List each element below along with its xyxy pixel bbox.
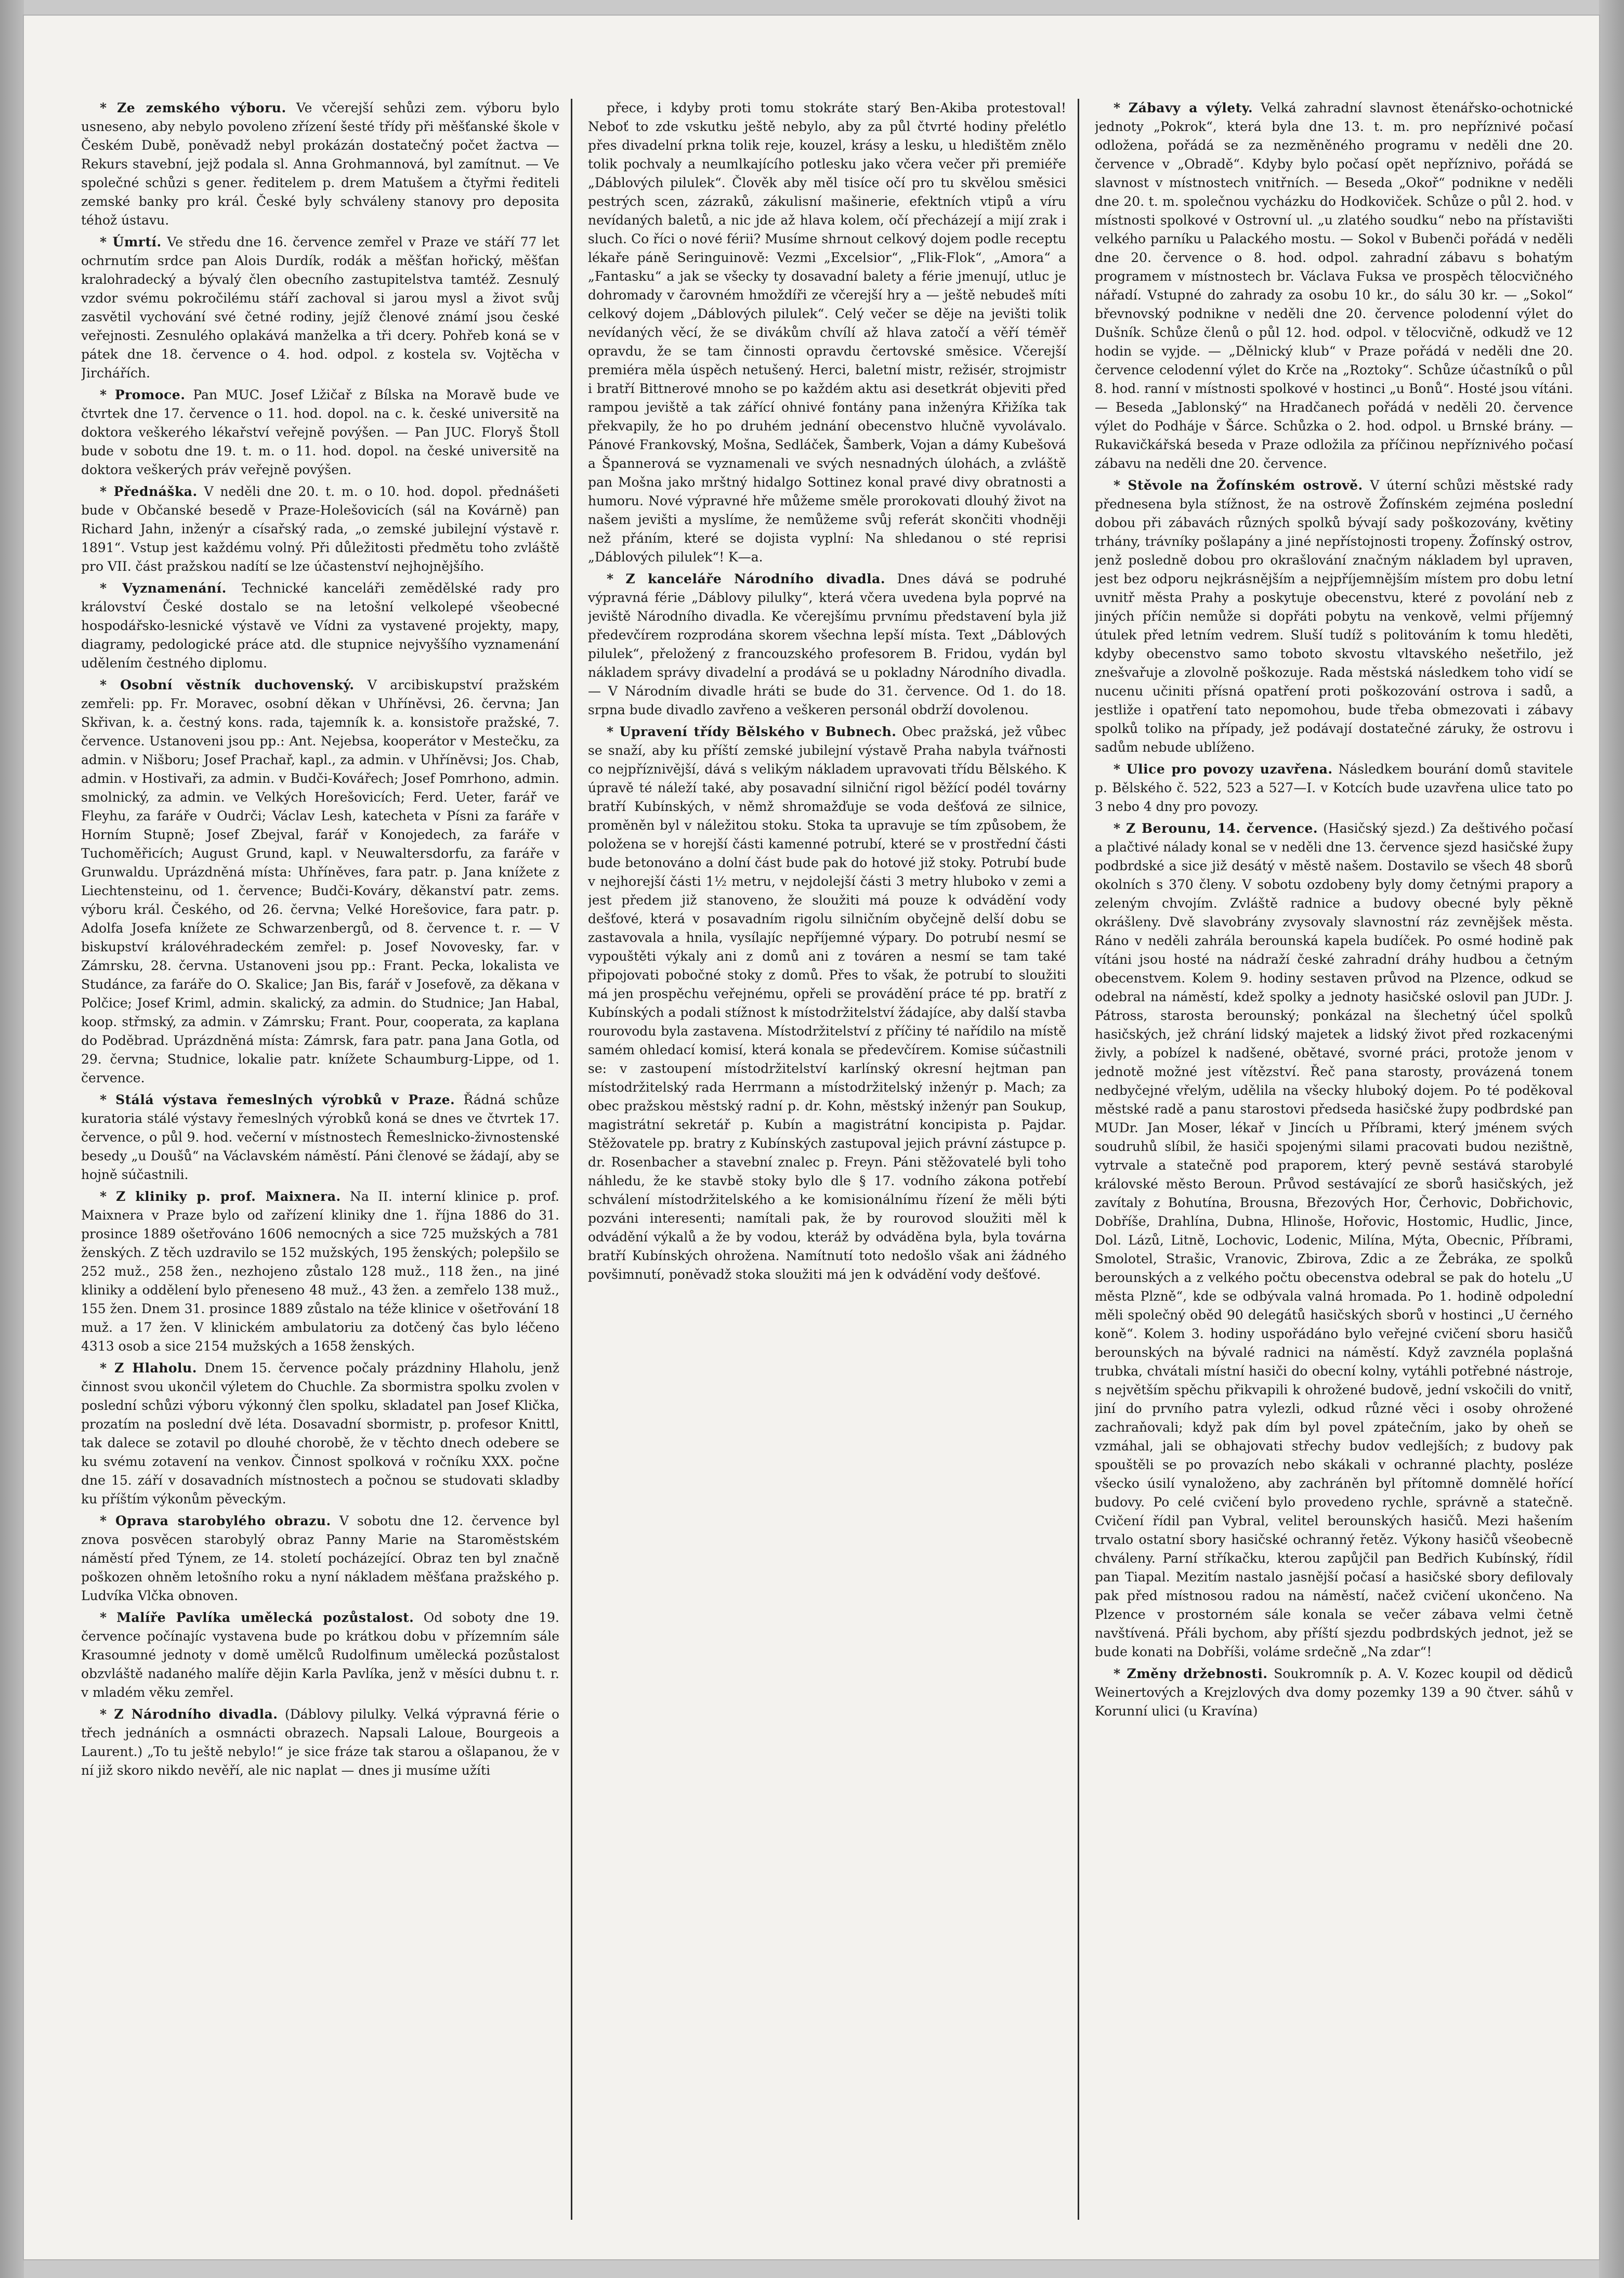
article-star-marker: * [100, 234, 113, 250]
article-headline: Oprava starobylého obrazu. [115, 1513, 331, 1528]
article-paragraph [1095, 760, 1573, 816]
article-star-marker: * [100, 677, 121, 692]
article-headline: Z Hlaholu. [114, 1360, 197, 1376]
article-text: Dnes dává se podruhé výpravná férie „Dáblovy pilulky“, která včera uvedena byla poprvé na jeviště Národního divadla. Ke včerejšímu prvnímu představení byla již předevčírem rozprodána skorem všechna lepší místa. Text „Dáblových pilulek“, přeložený z francouzského profesorem B. Fridou, vydán byl nákladem správy divadelní a prodává se u pokladny Národního divadla. — V Národním divadle hráti se bude do 31. července. Od 1. do 18. srpna bude divadlo zavřeno a veškeren personál obdrží dovolenou. [588, 571, 1066, 717]
article-star-marker: * [100, 484, 114, 499]
article-paragraph [1095, 99, 1573, 473]
article-paragraph [81, 676, 559, 1088]
article-headline: Malíře Pavlíka umělecká pozůstalost. [116, 1610, 414, 1625]
article-star-marker: * [1114, 478, 1128, 493]
article-headline: Stálá výstava řemeslných výrobků v Praze. [115, 1092, 455, 1107]
article-headline: Z kliniky p. prof. Maixnera. [116, 1189, 341, 1204]
article-text: Od soboty dne 19. července počínajíc vystavena bude po krátkou dobu v přízemním sále Krasoumné jednoty v domě umělců Rudolfinum umělecká pozůstalost obzvláště nadaného malíře dějin Karla Pavlíka, jenž v měsíci dubnu t. r. v mladém věku zemřel. [81, 1610, 560, 1700]
article-paragraph [81, 386, 559, 479]
column-1 [81, 99, 572, 2220]
article-text: V sobotu dne 12. července byl znova posvěcen starobylý obraz Panny Marie na Staroměstském náměstí před Týnem, ze 14. století pocházející. Obraz ten byl značně poškozen ohněm letošního roku a nyní nákladem měšťana pražského p. Ludvíka Vlčka obnoven. [81, 1513, 560, 1603]
article-paragraph [81, 1705, 559, 1780]
article-text: Technické kanceláři zemědělské rady pro království České dostalo se na letošní velkolepé všeobecné hospodářsko-lesnické výstavě ve Vídni za vystavené projekty, mapy, diagramy, pedologické práce atd. dle stupnice nejvyššího vyznamenání udělením čestného diplomu. [81, 581, 560, 671]
article-star-marker: * [100, 1360, 115, 1376]
columns-container [81, 99, 1573, 2220]
article-star-marker: * [1114, 762, 1127, 777]
article-text: Soukromník p. A. V. Kozec koupil od dědiců Weinertových a Krejzlových dva domy pozemky 139 a 90 čtver. sáhů v Korunní ulici (u Kravína) [1095, 1666, 1573, 1719]
article-star-marker: * [607, 724, 620, 739]
article-headline: Změny držebnosti. [1127, 1666, 1268, 1681]
article-paragraph [588, 723, 1066, 1284]
article-star-marker: * [100, 1610, 117, 1625]
article-paragraph [588, 99, 1066, 567]
article-paragraph [1095, 819, 1573, 1661]
article-star-marker: * [1114, 1666, 1127, 1681]
article-star-marker: * [1114, 821, 1126, 836]
newspaper-page [24, 16, 1599, 2259]
article-text: V arcibiskupství pražském zemřeli: pp. Fr. Moravec, osobní děkan v Uhříněvsi, 26. června; Jan Skřivan, k. a. čestný kons. rada, tajemník k. a. konsistoře pražské, 7. července. Ustanoveni jsou pp.: Ant. Nejebsa, kooperátor v Mestečku, za admin. v Nišboru; Josef Prachař, kapl., za admin. v Uhříněvsi; Jos. Chab, admin. v Hostivaři, za admin. v Budči-Kovářech; Josef Pomrhono, admin. smolnický, za admin. ve Velkých Horešovicích; Ferd. Ueter, farář ve Fleyhu, za faráře v Oudrči; Václav Lesh, katecheta v Písni za faráře v Horním Stupně; Josef Zbejval, farář v Konojedech, za faráře v Tuchoměřicích; August Grund, kapl. v Neuwaltersdorfu, za faráře v Grunwaldu. Uprázdněná místa: Uhříněves, fara patr. p. Jana knížete z Liechtensteinu, od 1. července; Budči-Kováry, děkanství patr. zems. výboru král. Českého, od 26. června; Velké Horešovice, fara patr. p. Adolfa Josefa knížete ze Schwarzenbergů, od 8. července t. r. — V biskupství královéhradeckém zemřel: p. Josef Novovesky, far. v Zámrsku, 28. června. Ustanoveni jsou pp.: Frant. Pecka, lokalista ve Studánce, za faráře do O. Skalice; Jan Bis, farář v Josefově, za děkana v Polčice; Josef Kriml, admin. skalický, za admin. do Studnice; Jan Habal, koop. střmský, za admin. v Zámrsku; Frant. Pour, cooperata, za kaplana do Poděbrad. Uprázdněná místa: Zámrsk, fara patr. pana Jana Gotla, od 29. června; Studnice, lokalie patr. knížete Schaumburg-Lippe, od 1. července. [81, 677, 560, 1085]
article-star-marker: * [100, 1092, 116, 1107]
article-paragraph [81, 1359, 559, 1509]
article-paragraph [81, 233, 559, 383]
article-star-marker: * [100, 1707, 114, 1722]
article-text: Ve včerejší sehůzi zem. výboru bylo usneseno, aby nebylo povoleno zřízení šesté třídy při měšťanské škole v Českém Dubě, poněvadž nebyl prokázán dostatečný počet žactva — Rekurs stavební, jejž podala sl. Anna Grohmannová, byl zamítnut. — Ve společné schůzi s gener. ředitelem p. drem Matušem a čtyřmi řediteli zemské banky pro král. České byly schváleny stanovy pro deposita téhož ústavu. [81, 100, 560, 228]
article-text: Následkem bourání domů stavitele p. Bělského č. 522, 523 a 527—I. v Kotcích bude uzavřena ulice tato po 3 nebo 4 dny pro povozy. [1095, 762, 1573, 814]
article-paragraph [81, 1091, 559, 1184]
article-text: Velká zahradní slavnost ětenářsko-ochotnické jednoty „Pokrok“, která byla dne 13. t. m. pro nepříznivé počasí odložena, pořádá se za nezměněného programu v neděli dne 20. července v „Obradě“. Kdyby bylo počasí opět nepříznivo, pořádá se slavnost v místnostech vnitřních. — Beseda „Okoř“ podnikne v neděli dne 20. t. m. společnou vycházku do Hodkoviček. Schůze o půl 2. hod. v místnosti spolkové v Ostrovní ul. „u zlatého soudku“ nebo na přístavišti velkého parníku u Palackého mostu. — Sokol v Bubenči pořádá v neděli dne 20. července o 8. hod. odpol. zahradní zábavu s bohatým programem v místnostech br. Václava Fuksa ve prospěch tělocvičného nářadí. Vstupné do zahrady za osobu 10 kr., do sálu 30 kr. — „Sokol“ břevnovský podnikne v neděli dne 20. července polodenní výlet do Dušník. Schůze členů o půl 12. hod. odpol. v tělocvičně, odkudž ve 12 hodin se vyjde. — „Dělnický klub“ v Praze pořádá v neděli dne 20. července celodenní výlet do Krče na „Roztoky“. Schůze účastníků o půl 8. hod. ranní v místnosti spolkové v hostinci „u Bonů“. Hosté jsou vítáni. — Beseda „Jablonský“ na Hradčanech pořádá v neděli 20. července výlet do Podháje v Šárce. Schůzka o 2. hod. odpol. u Brnské brány. — Rukavičkářská beseda v Praze odložila za příčinou nepříznivého počasí zábavu na neděli dne 20. července. [1095, 100, 1573, 471]
article-paragraph [81, 99, 559, 230]
article-text: Řádná schůze kuratoria stálé výstavy řemeslných výrobků koná se dnes ve čtvrtek 17. července, o půl 9. hod. večerní v místnostech Řemeslnicko-živnostenské besedy „u Doušů“ na Václavském náměstí. Páni členové se žádají, aby se hojně súčastnili. [81, 1092, 559, 1182]
article-text: V úterní schůzi městské rady přednesena byla stížnost, že na ostrově Žofínském zejména poslední dobou při zábavách různých spolků bývají sady poškozovány, květiny trhány, trávníky pošlapány a jiné nepřístojnosti tropeny. Žofínský ostrov, jenž posledně dobou pro okrašlování značným nákladem byl upraven, jest bez odporu nejkrásnějším a nejpříjemnějším místem pro dobu letní uvnitř města Prahy a poskytuje obecenstvu, které z povolání neb z jiných příčin nemůže si dopřáti pobytu na venkově, velmi příjemný útulek před letním vedrem. Sluší tudíž s politováním k tomu hleděti, kdyby obecenstvo samo toboto skvostu vltavského nešetřilo, jež znešvařuje a zlovolně poškozuje. Rada městská následkem toho vidí se nucenu učiniti přísná opatření proti poškozování ostrova i sadů, a jestliže i opatření tato nepomohou, bude třeba obmezovati i zábavy spolků toliko na případy, jež podávají dostatečné záruky, že ostrovu i sadům nebude ublíženo. [1095, 478, 1573, 755]
article-headline: Přednáška. [113, 484, 198, 499]
column-2 [588, 99, 1079, 2220]
article-text: přece, i kdyby proti tomu stokráte starý Ben-Akiba protestoval! Neboť to zde vskutku ještě nebylo, aby za půl čtvrté hodiny přelétlo přes divadelní prkna tolik reje, kouzel, krásy a lesku, u hledištěm znělo tolik pochvaly a neumlkajícího potlesku jako včera večer při premiéře „Dáblových pilulek“. Člověk aby měl tisíce očí pro tu skvělou směsici pestrých scen, zázraků, zákulisní mašinerie, efektních vtipů a víru nevídaných baletů, a nic jde až hlava kolem, očí přecházejí a mijí zrak i sluch. Co říci o nové férii? Musíme shrnout celkový dojem podle receptu lékaře páně Seringuinově: Vezmi „Excelsior“, „Flik-Flok“, „Amora“ a „Fantasku“ a jak se všecky ty dosavadní balety a férie jmenují, utluc je dohromady v čarovném hmoždíři ze včerejší hry a — ještě nebudeš míti celkový dojem „Dáblových pilulek“. Celý večer se děje na jevišti tolik nevídaných věcí, že se divákům chvílí až hlava zatočí a věří téměř opravdu, že se tam činnosti opravdu čertovské směsice. Včerejší premiéra měla úspěch netušený. Herci, baletní mistr, režisér, strojmistr i bratří Bittnerové mnoho se po každém aktu asi desetkrát objeviti před rampou jeviště a tak zářící ohnivé fontány pana inženýra Křižíka tak překvapily, že ho po druhém jednání obecenstvo hlučně vyvolávalo. Pánové Frankovský, Mošna, Sedláček, Šamberk, Vojan a dámy Kubešová a Špannerová se vyznamenali ve svých nesnadných úlohách, a zvláště pan Mošna jako mrštný hidalgo Sottinez konal pravé divy obratnosti a humoru. Nové výpravné hře můžeme směle prorokovati dlouhý život na našem jevišti a myslíme, že nemůžeme svůj referát skončiti vhodněji než přáním, které se dojista vyplní: Na shledanou o sté reprisi „Dáblových pilulek“! K—a. [588, 100, 1066, 565]
article-star-marker: * [100, 100, 117, 115]
article-star-marker: * [100, 1513, 115, 1528]
article-headline: Promoce. [114, 387, 186, 402]
article-text: Obec pražská, jež vůbec se snaží, aby ku příští zemské jubilejní výstavě Praha nabyla tvářnosti co nejpříznivější, dává s velikým nákladem upravovati třídu Bělského. K úpravě té náleží také, aby posavadní silniční rigol běžící podél továrny bratří Kubínských, v němž shromažďuje se voda dešťová ze silnice, proměněn byl v náležitou stoku. Stoka ta upravuje se tím způsobem, že položena se v horejší části kamenné potrubí, které se v prostřední části bude betonováno a dolní část bude pak do hotové již stoky. Potrubí bude v nejhorejší části 1½ metru, v nejdolejší části 3 metry hluboko v zemi a jest předem již stanoveno, že sloužiti má pouze k odvádění vody dešťové, která v posavadním rigolu silničním obyčejně delší dobu se zastavovala a hnila, vysílajíc nepříjemné výpary. Do potrubí nesmí se vypouštěti výkaly ani z domů ani z továren a nesmí se tam také připojovati pobočné stoky z domů. Přes to však, že potrubí to sloužiti má jen prospěchu veřejnému, opřeli se provádění práce té pp. bratří z Kubínských a podali stížnost k místodržitelství žádajíce, aby další stavba rourovodu byla zastavena. Místodržitelství z příčiny té nařídilo na místě samém ohledací komisí, která konala se předevčírem. Komise súčastnili se: v zastoupení místodržitelství karlínský okresní hejtman pan místodržitelský rada Herrmann a místodržitelský inženýr p. Mach; za obec pražskou městský radní p. dr. Kohn, městský inženýr pan Soukup, magistrátní sekretář p. Kubín a magistrátní koncipista p. Pajdar. Stěžovatele pp. bratry z Kubínských zastupoval jejich právní zástupce p. dr. Rosenbacher a stavební znalec p. Freyn. Páni stěžovatelé byli toho náhledu, že ke stavbě stoky bylo dle § 17. vodního zákona potřebí schválení místodržitelského a ke komisionálnímu řízení že měli býti pozváni interesenti; namítali pak, že by rourovod sloužiti měl k odvádění výkalů a že by vodou, kteráž by odváděna byla, byla továrna bratří Kubínských ohrožena. Namítnutí toto nedošlo však ani žádného povšimnutí, poněvadž stoka sloužiti má jen k odvádění vody dešťové. [588, 724, 1067, 1282]
article-paragraph [81, 482, 559, 576]
article-headline: Ulice pro povozy uzavřena. [1126, 762, 1333, 777]
article-text: Dnem 15. července počaly prázdniny Hlaholu, jenž činnost svou ukončil výletem do Chuchle. Za sbormistra spolku zvolen v poslední schůzi výboru výkonný člen spolku, skladatel pan Josef Klička, prozatím na poslední dvě léta. Dosavadní sbormistr, p. profesor Knittl, tak dalece se zotavil po dlouhé chorobě, že v těchto dnech odebere se ku svému zotavení na venkov. Činnost spolková v ročníku XXX. počne dne 15. září v dosavadních místnostech a počnou se studovati skladby ku příštím výkonům pěveckým. [81, 1360, 559, 1507]
article-paragraph [81, 579, 559, 673]
scan-edge-right [1599, 0, 1624, 2278]
article-headline: Stěvole na Žofínském ostrově. [1128, 478, 1363, 493]
article-star-marker: * [607, 571, 626, 586]
article-headline: Z kanceláře Národního divadla. [625, 571, 886, 586]
article-star-marker: * [100, 387, 115, 402]
scan-edge-left [0, 0, 24, 2278]
article-headline: Osobní věstník duchovenský. [120, 677, 355, 692]
article-text: Pan MUC. Josef Lžičař z Bílska na Moravě bude ve čtvrtek dne 17. července o 11. hod. dopol. na c. k. české universitě na doktora veškerého lékařství veřejně povýšen. — Pan JUC. Floryš Štoll bude v sobotu dne 19. t. m. o 11. hod. dopol. na české universitě na doktora veškerých práv veřejně povýšen. [81, 387, 559, 477]
article-star-marker: * [100, 1189, 116, 1204]
article-headline: Upravení třídy Bělského v Bubnech. [619, 724, 897, 739]
article-paragraph [81, 1608, 559, 1702]
article-star-marker: * [1114, 100, 1129, 115]
article-text: (Hasičský sjezd.) Za deštivého počasí a plačtivé nálady konal se v neděli dne 13. července sjezd hasičské župy podbrdské a sice již desátý v městě našem. Dostavilo se všech 48 sborů okolních s 370 členy. V sobotu ozdobeny byly domy četnými prapory a zeleným chvojím. Zvláště radnice a budovy obecné byly pěkně okrášleny. Dvě slavobrány zvysovaly slavnostní ráz zevnějšek města. Ráno v neděli zahrála berounská kapela budíček. Po osmé hodině pak vítáni jsou hosté na nádraží české zahradní dráhy hudbou a četným obecenstvem. Kolem 9. hodiny sestaven průvod na Plzence, odkud se odebral na náměstí, kdež spolky a jednoty hasičské oslovil pan JUDr. J. Pátross, starosta berounský; ponkázal na šlechetný účel spolků hasičských, jež chrání lidský majetek a lidský život před rozkacenými živly, a pobízel k nadšené, obětavé, svorné práci, protože jenom v jednotě možné jest vítězství. Řeč pana starosty, provázená tonem nedbyčejné vřelým, udělila na všecky hluboký dojem. Po té poděkoval městské radě a panu starostovi předseda hasičské župy podbrdské pan MUDr. Jan Moser, lékař v Jincích u Příbrami, který jménem svých soudruhů slíbil, že hasiči spojenými silami pracovati budou nezištně, vytrvale a statečně pod praporem, který pevně sestává starobylé královské město Beroun. Průvod sestávající ze sborů hasičských, jež zavítaly z Bohutína, Brousna, Březových Hor, Čerhovic, Dobřichovic, Dobříše, Drahlína, Dubna, Hlinoše, Hořovic, Hostomic, Hudlic, Jince, Dol. Lázů, Litně, Lochovic, Lodenic, Milína, Mýta, Obecnic, Příbrami, Smolotel, Strašic, Vranovic, Zbirova, Zdic a ze Žebráka, ze spolků berounských a z velkého počtu obecenstva odebral se pak do hotelu „U města Plzně“, kde se odbývala valná hromada. Po 1. hodině odpolední měli společný oběd 90 delegátů hasičských sborů v hostinci „U černého koně“. Kolem 3. hodiny uspořádáno bylo veřejné cvičení sboru hasičů berounských na bývalé radnici na náměstí. Když zavznéla poplašná trubka, chvátali místní hasiči do obecní kolny, vytáhli potřebné nástroje, s největším spěchu přikvapili k ohrožené budově, jední vskočili do vnitř, jiní do prvního patra vylezli, odkud různé věci i osoby ohrožené zachraňovali; když pak dím byl povel zpátečním, jako by oheň se vzmáhal, jali se obhajovati střechy budov vedlejších; z budovy pak spouštěli se po provazích nebo skákali v ochranné plachty, posléze všecko úsilí vynaloženo, aby zachráněn byl přítomně domnělé hořící budovy. Po celé cvičení bylo provedeno rychle, správně a statečně. Cvičení řídil pan Vybral, velitel berounských hasičů. Mezi hašením trvalo ostatní sbory hasičské ochranný řetěz. Výkony hasičů všeobecně chváleny. Parní stříkačku, kterou zapůjčil pan Bedřich Kubínský, řídil pan Tiapal. Mezitím nastalo jasnější počasí a hasičské sbory defilovaly pak před místnosou radou na náměstí, načež cvičení ukončeno. Na Plzence v prostorném sále konala se večer zábava velmi četně navštívená. Přáli bychom, aby příští sjezdu podbrdských jednot, jež se bude konati na Dobříši, voláme srdečně „Na zdar“! [1095, 821, 1573, 1659]
article-text: (Dáblovy pilulky. Velká výpravná férie o třech jednáních a osmnácti obrazech. Napsali Laloue, Bourgeois a Laurent.) „To tu ještě nebylo!“ je sice fráze tak starou a ošlapanou, že v ní již skoro nikdo nevěří, ale nic naplat — dnes ji musíme užíti [81, 1707, 560, 1778]
article-headline: Ze zemského výboru. [117, 100, 286, 115]
article-paragraph [1095, 1665, 1573, 1721]
article-headline: Z Národního divadla. [114, 1707, 278, 1722]
article-headline: Vyznamenání. [122, 581, 227, 596]
article-headline: Úmrtí. [112, 234, 162, 250]
article-headline: Zábavy a výlety. [1128, 100, 1253, 115]
article-text: V neděli dne 20. t. m. o 10. hod. dopol. přednášeti bude v Občanské besedě v Praze-Holešovicích (sál na Kovárně) pan Richard Jahn, inženýr a císařský rada, „o zemské jubilejní výstavě r. 1891“. Vstup jest každému volný. Při důležitosti předmětu toho zvláště pro VII. část pražskou nadítí se lze účastenství nejhojnějšího. [81, 484, 559, 574]
article-paragraph [81, 1512, 559, 1605]
column-3 [1095, 99, 1573, 2220]
article-paragraph [588, 570, 1066, 719]
article-text: Na II. interní klinice p. prof. Maixnera v Praze bylo od zařízení kliniky dne 1. října 1886 do 31. prosince 1889 ošetřováno 1606 nemocných a sice 725 mužských a 781 ženských. Z těch uzdravilo se 152 mužských, 195 ženských; polepšilo se 252 muž., 258 žen., nezhojeno zůstalo 128 muž., 118 žen., na jiné kliniky a oddělení bylo přeneseno 48 muž., 43 žen. a zemřelo 138 muž., 155 žen. Dnem 31. prosince 1889 zůstalo na téže klinice v ošetřování 18 muž. a 17 žen. V klinickém ambulatoriu za dotčený čas bylo léčeno 4313 osob a sice 2154 mužských a 1658 ženských. [81, 1189, 559, 1354]
article-paragraph [1095, 476, 1573, 757]
article-text: Ve středu dne 16. července zemřel v Praze ve stáří 77 let ochrnutím srdce pan Alois Durdík, rodák a měšťan hořický, měšťan kralohradecký a bývalý člen obecního zastupitelstva tamtéž. Zesnulý vzdor svému pokročilému stáří zachoval si jarou mysl a život svůj zasvětil vychování své četné rodiny, jejíž členové známí jsou české veřejnosti. Zesnulého oplakává manželka a tři dcery. Pohřeb koná se v pátek dne 18. července o 4. hod. odpol. z kostela sv. Vojtěcha v Jirchářích. [81, 234, 560, 381]
article-paragraph [81, 1187, 559, 1356]
article-headline: Z Berounu, 14. července. [1125, 821, 1318, 836]
article-star-marker: * [100, 581, 123, 596]
